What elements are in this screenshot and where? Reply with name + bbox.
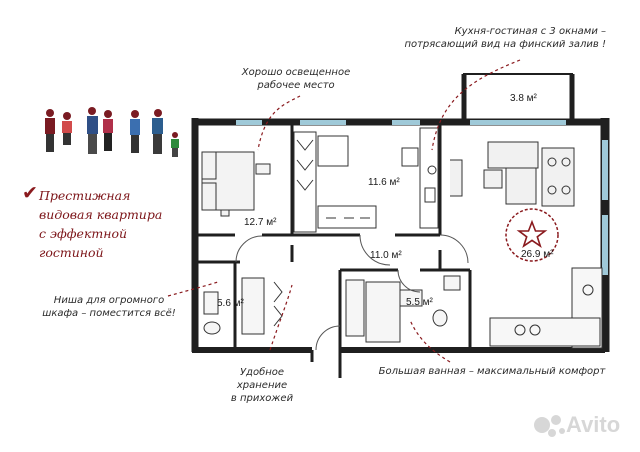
bathroom-annotation [372,365,612,378]
storage-annotation-line3: в прихожей [230,393,294,404]
bathroom-annotation-line: Большая ванная – максимальный комфорт [378,366,606,377]
living-area: 26.9 м² [521,249,554,260]
family-illustration-icon [45,107,179,157]
balcony-area: 3.8 м² [510,93,537,104]
watermark-text: Avito [566,412,621,437]
storage-annotation [220,366,304,405]
prestige-line1: Престижная [39,188,131,203]
storage-annotation-line2: хранение [236,380,288,391]
niche-annotation-line1: Ниша для огромного [53,295,165,306]
hall-area: 11.0 м² [370,250,402,261]
kitchen-annotation [386,25,606,51]
kitchen-annotation-line2: потрясающий вид на финский залив ! [404,39,606,50]
niche-annotation-line2: шкафа – поместится всё! [42,308,176,319]
wc-small-area: 5.6 м² [217,298,244,309]
workplace-annotation-line1: Хорошо освещенное [241,67,351,78]
checkmark-icon: ✔ [22,182,38,204]
prestige-line4: гостиной [39,245,104,260]
bedroom-area: 12.7 м² [244,217,277,228]
workplace-annotation [236,66,356,92]
prestige-line3: с эффектной [39,226,128,241]
prestige-line2: видовая квартира [39,207,163,222]
bath-big-area: 5.5 м² [406,297,433,308]
study-area: 11.6 м² [368,177,400,188]
avito-logo-icon [534,415,565,437]
niche-annotation [38,294,180,320]
kitchen-annotation-line1: Кухня-гостиная с 3 окнами – [454,26,606,37]
storage-annotation-line1: Удобное [239,367,285,378]
prestige-annotation [22,186,162,262]
workplace-annotation-line2: рабочее место [257,80,335,91]
